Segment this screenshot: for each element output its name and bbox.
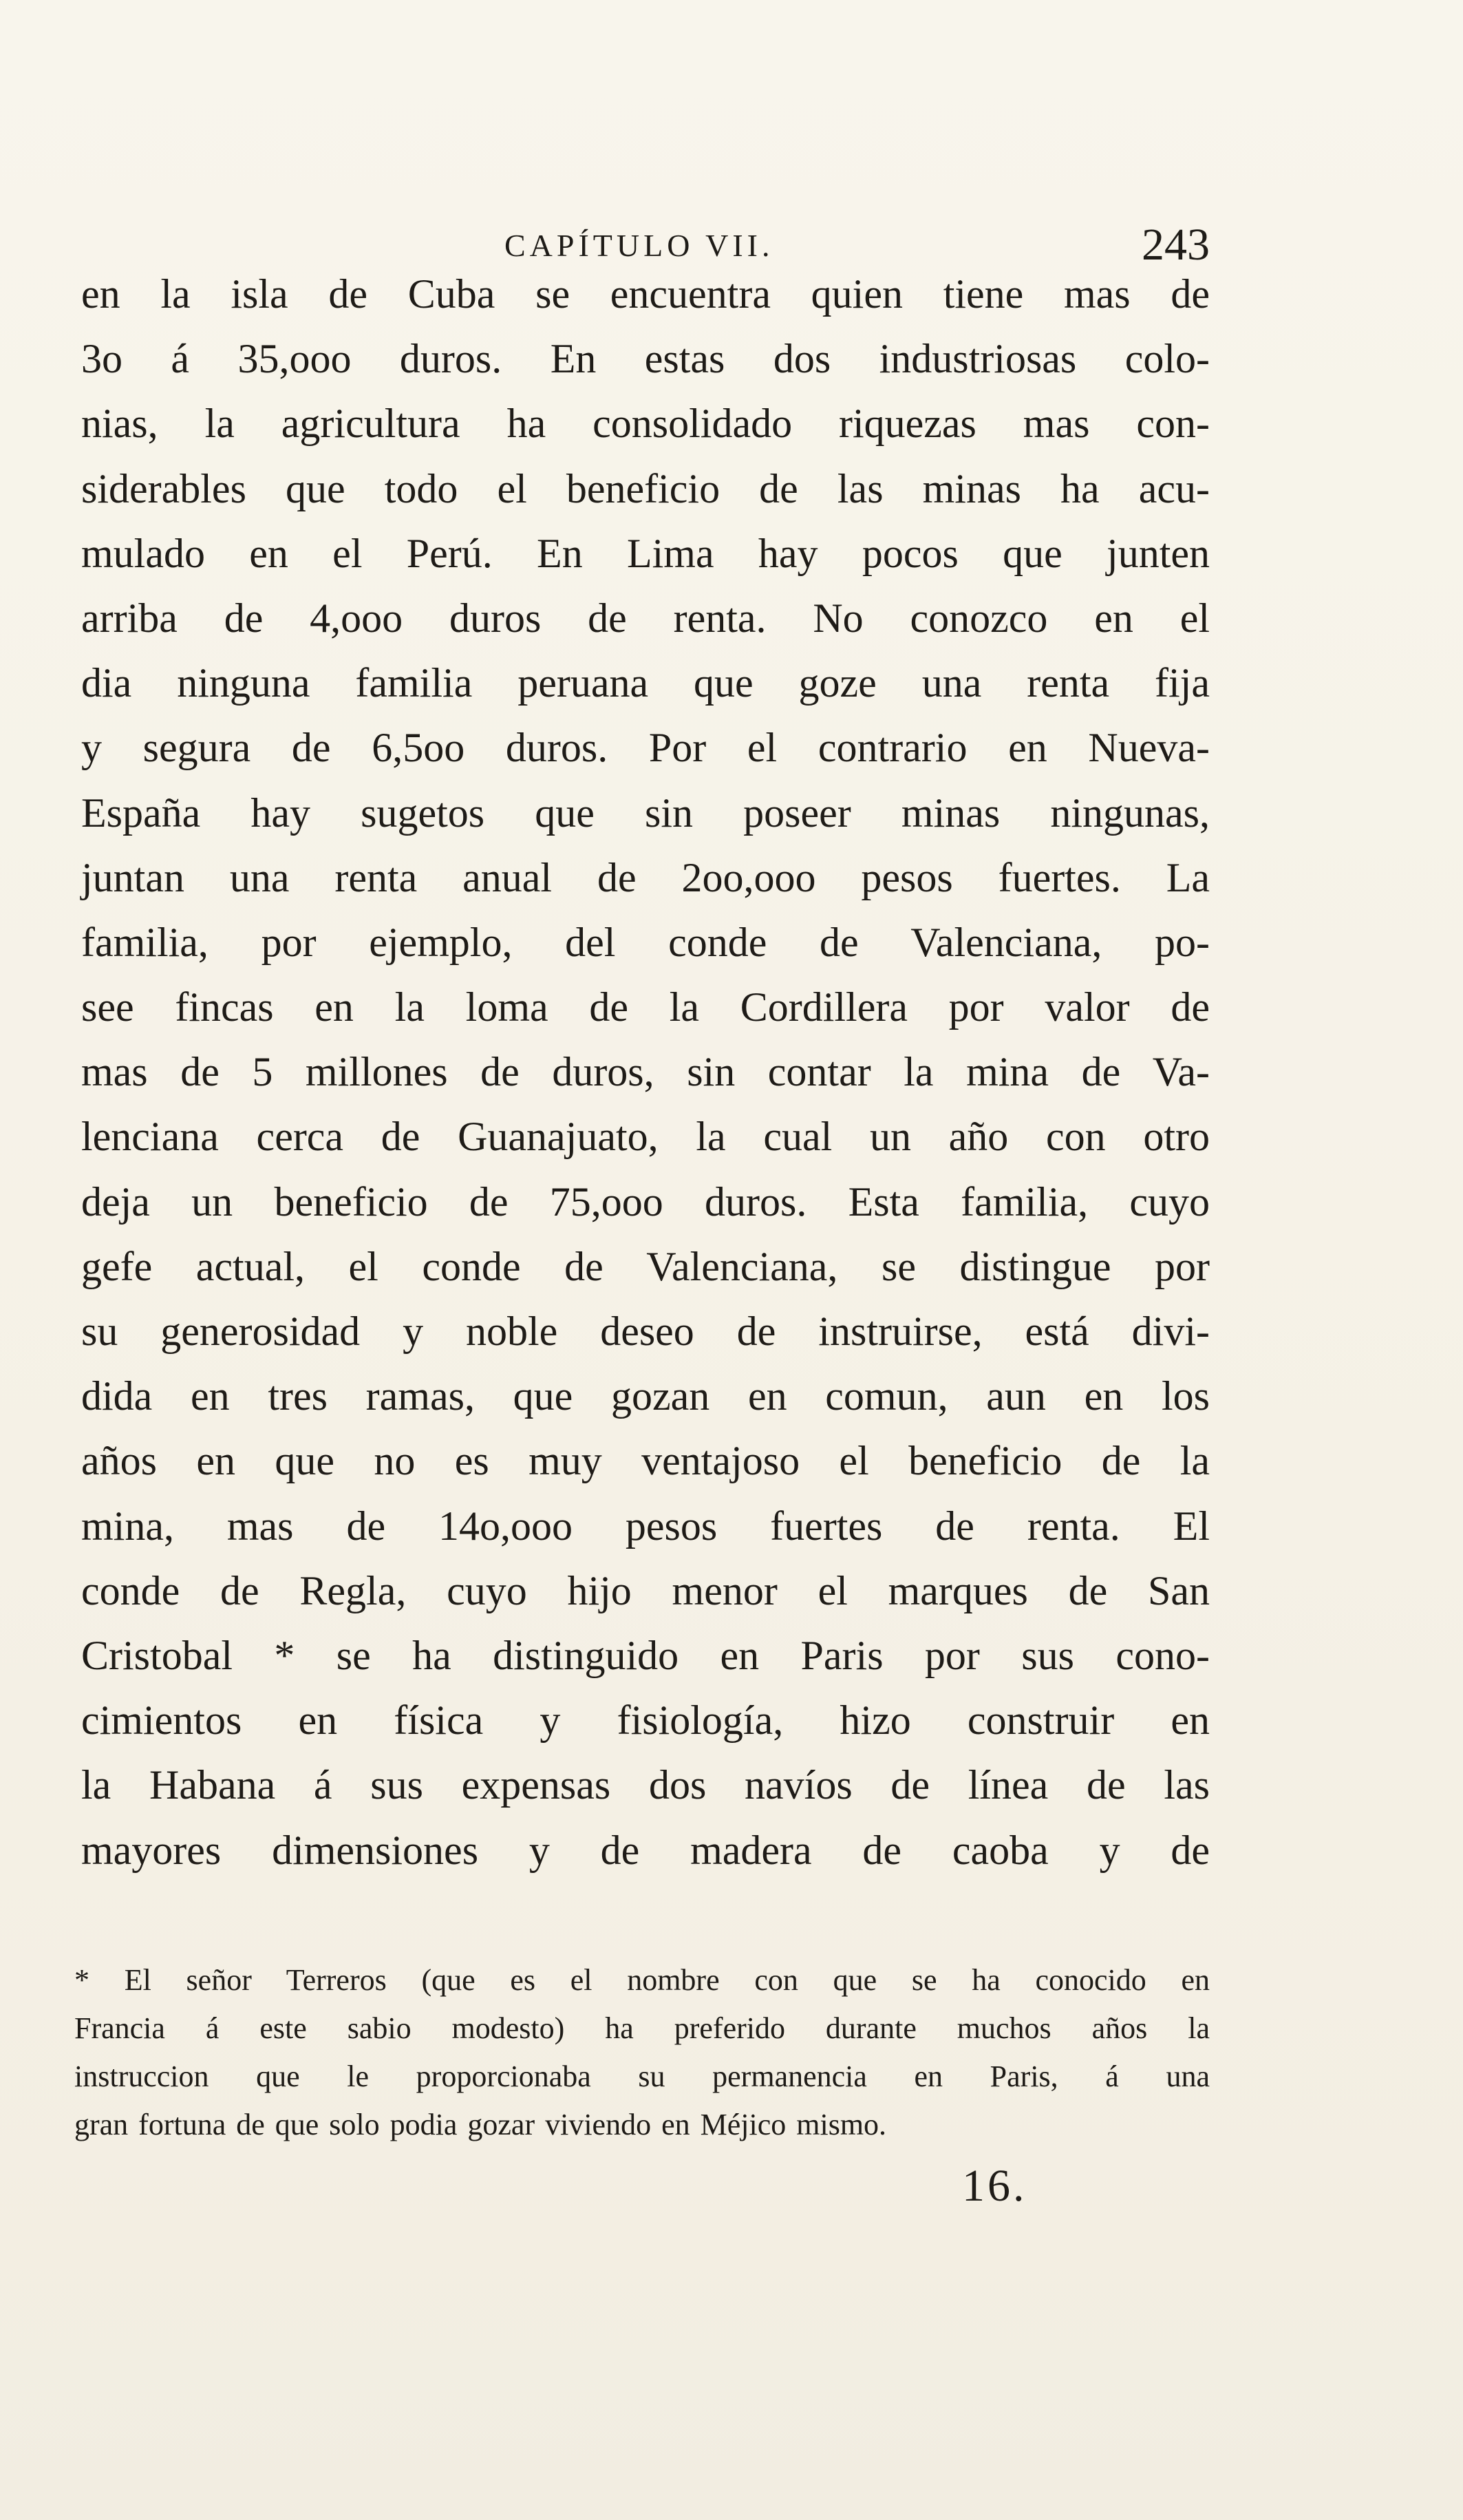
- text-line: familia, por ejemplo, del conde de Valenciana, po-: [81, 919, 1210, 965]
- footnote-line: Francia á este sabio modesto) ha preferido durante muchos años la: [74, 2011, 1210, 2045]
- text-line: mayores dimensiones y de madera de caoba y de: [81, 1827, 1210, 1873]
- text-line: su generosidad y noble deseo de instruirse, está divi-: [81, 1309, 1210, 1354]
- running-head: CAPÍTULO VII.: [504, 228, 774, 263]
- text-line: dia ninguna familia peruana que goze una renta fija: [81, 660, 1210, 706]
- text-line: nias, la agricultura ha consolidado riquezas mas con-: [81, 401, 1210, 447]
- page-header: [81, 219, 1210, 270]
- text-line: la Habana á sus expensas dos navíos de línea de las: [81, 1762, 1210, 1808]
- footnote-line: gran fortuna de que solo podia gozar viviendo en Méjico mismo.: [74, 2108, 887, 2141]
- text-line: gefe actual, el conde de Valenciana, se distingue por: [81, 1243, 1210, 1289]
- text-line: 3o á 35,ooo duros. En estas dos industriosas colo-: [81, 336, 1210, 382]
- signature-mark: 16.: [962, 2161, 1027, 2211]
- text-line: mina, mas de 14o,ooo pesos fuertes de renta. El: [81, 1503, 1210, 1549]
- text-line: juntan una renta anual de 2oo,ooo pesos fuertes. La: [81, 854, 1210, 900]
- page-number: 243: [1142, 220, 1210, 270]
- footnote-line: instruccion que le proporcionaba su permanencia en Paris, á una: [74, 2060, 1210, 2093]
- footnote: [74, 1956, 1210, 2149]
- text-line: en la isla de Cuba se encuentra quien tiene mas de: [81, 271, 1210, 317]
- text-line: cimientos en física y fisiología, hizo construir en: [81, 1697, 1210, 1744]
- text-line: arriba de 4,ooo duros de renta. No conozco en el: [81, 595, 1210, 641]
- text-line: años en que no es muy ventajoso el beneficio de la: [81, 1438, 1210, 1484]
- text-line: see fincas en la loma de la Cordillera por valor de: [81, 984, 1210, 1030]
- text-line: y segura de 6,5oo duros. Por el contrario en Nueva-: [81, 725, 1210, 771]
- text-line: lenciana cerca de Guanajuato, la cual un año con otro: [81, 1114, 1210, 1160]
- text-line: deja un beneficio de 75,ooo duros. Esta familia, cuyo: [81, 1178, 1210, 1225]
- text-line: España hay sugetos que sin poseer minas ningunas,: [81, 790, 1210, 836]
- text-line: conde de Regla, cuyo hijo menor el marques de San: [81, 1567, 1210, 1613]
- text-line: mas de 5 millones de duros, sin contar la mina de Va-: [81, 1049, 1210, 1095]
- text-line: Cristobal * se ha distinguido en Paris por sus cono-: [81, 1632, 1210, 1678]
- text-line: siderables que todo el beneficio de las minas ha acu-: [81, 465, 1210, 511]
- text-line: dida en tres ramas, que gozan en comun, aun en los: [81, 1373, 1210, 1419]
- footnote-line: * El señor Terreros (que es el nombre con que se ha conocido en: [74, 1963, 1210, 1997]
- main-text: [81, 262, 1210, 1883]
- text-line: mulado en el Perú. En Lima hay pocos que junten: [81, 530, 1210, 576]
